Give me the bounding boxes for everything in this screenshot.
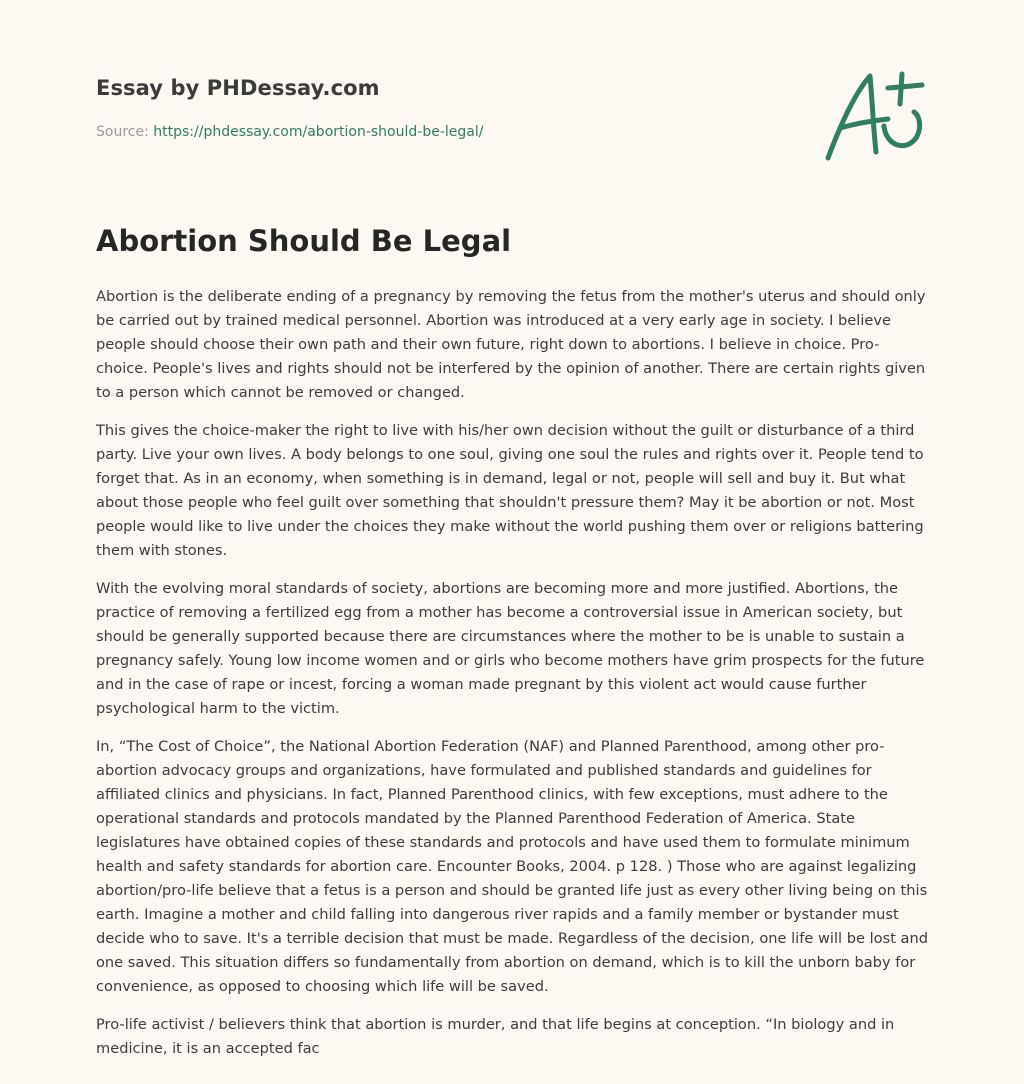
document-title: Abortion Should Be Legal bbox=[96, 224, 512, 258]
source-link[interactable]: https://phdessay.com/abortion-should-be-legal/ bbox=[153, 124, 484, 140]
paragraph: In, “The Cost of Choice”, the National Abortion Federation (NAF) and Planned Parenthood, among other pro-abortion advocacy groups and organizations, have formulated and published standards and guidelines for affiliated clinics and physicians. In fact, Planned Parenthood clinics, with few exceptions, must adhere to the operational standards and protocols mandated by the Planned Parenthood Federation of America. State legislatures have obtained copies of these standards and protocols and have used them to formulate minimum health and safety standards for abortion care. Encounter Books, 2004. p 128. ) Those who are against legalizing abortion/pro-life believe that a fetus is a person and should be granted life just as every other living being on this earth. Imagine a mother and child falling into dangerous river rapids and a family member or bystander must decide who to save. It's a terrible decision that must be made. Regardless of the decision, one life will be lost and one saved. This situation differs so fundamentally from abortion on demand, which is to kill the unborn baby for convenience, as opposed to choosing which life will be saved. bbox=[96, 738, 929, 995]
document-body bbox=[96, 285, 928, 1075]
paragraph: With the evolving moral standards of society, abortions are becoming more and more justified. Abortions, the practice of removing a fertilized egg from a mother has become a controversial issue in American society, but should be generally supported because there are circumstances where the mother to be is unable to sustain a pregnancy safely. Young low income women and or girls who become mothers have grim prospects for the future and in the case of rape or incest, forcing a woman made pregnant by this violent act would cause further psychological harm to the victim. bbox=[96, 580, 925, 717]
source-label: Source: bbox=[96, 124, 149, 140]
source-line bbox=[96, 124, 483, 140]
paragraph: Pro-life activist / believers think that abortion is murder, and that life begins at conception. “In biology and in medicine, it is an accepted fac bbox=[96, 1016, 895, 1057]
a-plus-logo-icon bbox=[818, 66, 930, 166]
site-title: Essay by PHDessay.com bbox=[96, 76, 380, 100]
paragraph: Abortion is the deliberate ending of a pregnancy by removing the fetus from the mother's uterus and should only be carried out by trained medical personnel. Abortion was introduced at a very early age in society. I believe people should choose their own path and their own future, right down to abortions. I believe in choice. Pro-choice. People's lives and rights should not be interfered by the opinion of another. There are certain rights given to a person which cannot be removed or changed. bbox=[96, 288, 926, 401]
paragraph: This gives the choice-maker the right to live with his/her own decision without the guilt or disturbance of a third party. Live your own lives. A body belongs to one soul, giving one soul the rules and rights over it. People tend to forget that. As in an economy, when something is in demand, legal or not, people will sell and buy it. But what about those people who feel guilt over something that shouldn't pressure them? May it be abortion or not. Most people would like to live under the choices they make without the world pushing them over or religions battering them with stones. bbox=[96, 422, 924, 559]
